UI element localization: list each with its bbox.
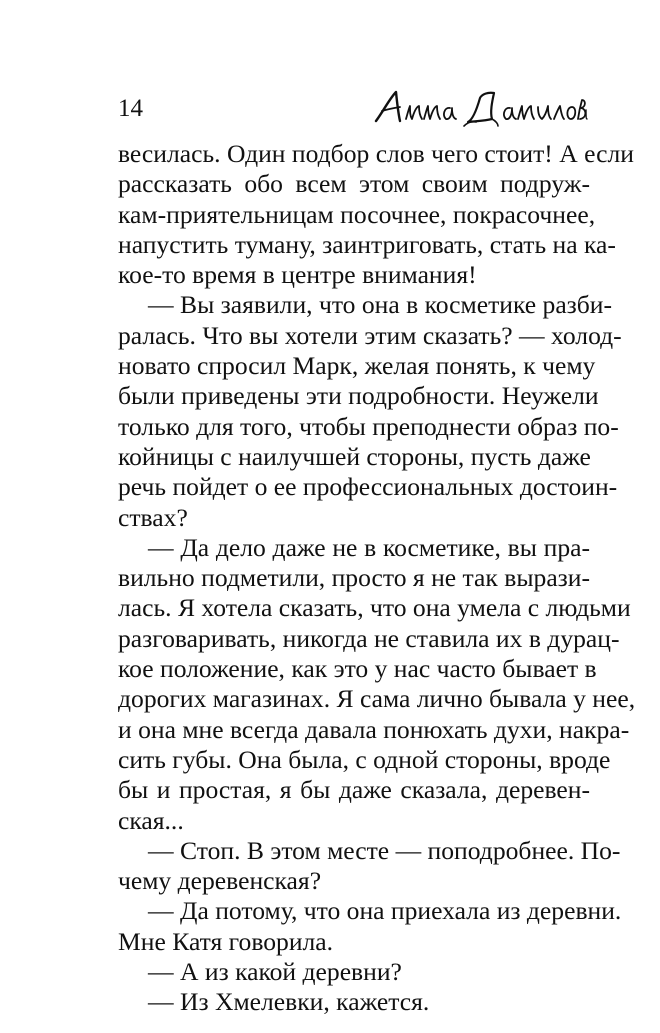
page-number: 14 <box>118 95 143 122</box>
paragraph-first-line: — А из какой деревни? <box>148 957 402 987</box>
text-line: были приведены эти подробности. Неужели <box>118 381 599 411</box>
text-line: только для того, чтобы преподнести образ по- <box>118 411 619 441</box>
text-line: ралась. Что вы хотели этим сказать? — холод- <box>118 320 622 350</box>
text-line: вильно подметили, просто я не так вырази- <box>118 563 591 593</box>
paragraph-first-line: — Стоп. В этом месте — поподробнее. По- <box>148 835 621 865</box>
text-line: дорогих магазинах. Я сама лично бывала у нее, <box>118 684 636 714</box>
running-header <box>118 90 588 130</box>
paragraph-first-line: — Вы заявили, что она в косметике разби- <box>148 290 613 320</box>
text-line: разговаривать, никогда не ставила их в дурац- <box>118 623 620 653</box>
text-line: койницы с наилучшей стороны, пусть даже <box>118 441 591 471</box>
text-line: речь пойдет о ее профессиональных достоин- <box>118 472 618 502</box>
text-line: весилась. Один подбор слов чего стоит! А если <box>118 139 634 168</box>
paragraph-first-line: — Из Хмелевки, кажется. <box>148 987 430 1017</box>
text-line: сить губы. Она была, с одной стороны, вроде <box>118 744 611 774</box>
text-line: чему деревенская? <box>118 866 322 896</box>
paragraph-first-line: — Да дело даже не в косметике, вы пра- <box>148 532 590 562</box>
text-line: кое-то время в центре внимания! <box>118 260 477 290</box>
text-line: лась. Я хотела сказать, что она умела с людьми <box>118 593 631 623</box>
author-signature-graphic <box>372 88 588 128</box>
text-line: и она мне всегда давала понюхать духи, накра- <box>118 714 630 744</box>
text-line: кам-приятельницам посочнее, покрасочнее, <box>118 199 596 229</box>
paragraph-first-line: — Да потому, что она приехала из деревни. <box>148 896 622 926</box>
text-line: бы и простая, я бы даже сказала, деревен- <box>118 775 590 805</box>
author-signature <box>372 88 588 128</box>
text-line: ствах? <box>118 502 188 532</box>
body-text <box>118 139 636 1018</box>
text-line: рассказать обо всем этом своим подруж- <box>118 169 590 199</box>
text-line: ская... <box>118 805 184 835</box>
text-line: кое положение, как это у нас часто бывает в <box>118 654 597 684</box>
text-line: напустить туману, заинтриговать, стать на ка- <box>118 229 616 259</box>
text-line: новато спросил Марк, желая понять, к чему <box>118 351 596 381</box>
text-line: Мне Катя говорила. <box>118 926 334 956</box>
